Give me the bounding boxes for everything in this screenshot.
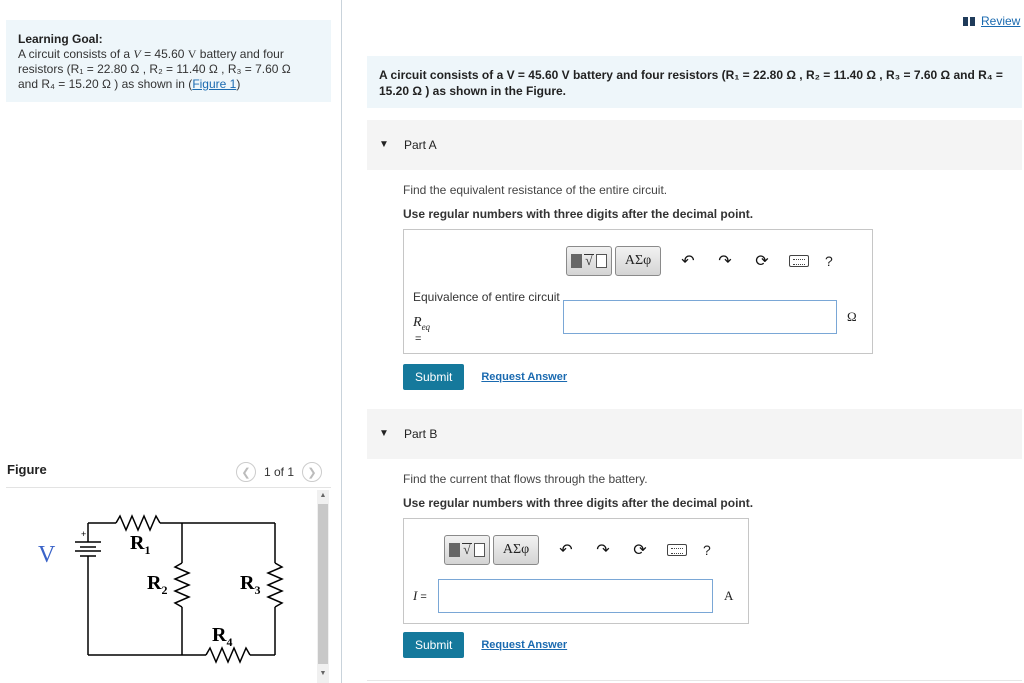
- goal-var-v: V: [133, 47, 141, 61]
- r2-label: $R_2$: [147, 572, 168, 597]
- chevron-right-icon[interactable]: ❯: [302, 462, 322, 482]
- chevron-left-icon[interactable]: ❮: [236, 462, 256, 482]
- goal-text: A circuit consists of a: [18, 47, 134, 61]
- part-a-equals: =: [415, 333, 422, 345]
- figure-count: 1 of 1: [264, 465, 295, 479]
- scroll-up-icon[interactable]: ▲: [319, 492, 327, 499]
- templates-button[interactable]: √: [566, 246, 612, 276]
- part-b-answer-input[interactable]: [438, 579, 713, 613]
- keyboard-icon[interactable]: [667, 544, 687, 556]
- divider: [6, 487, 331, 488]
- r4-label: $R_4$: [212, 624, 233, 649]
- caret-down-icon: ▼: [379, 139, 389, 150]
- part-a-field-label: Equivalence of entire circuit: [413, 290, 560, 304]
- part-a-instruction: Find the equivalent resistance of the entire circuit.: [403, 183, 668, 197]
- problem-intro: [367, 56, 1022, 108]
- part-a-answer-box: [403, 229, 873, 354]
- figure-label: Figure: [7, 462, 47, 477]
- goal-unit: V: [187, 47, 197, 61]
- review-link[interactable]: [963, 14, 1020, 28]
- undo-icon[interactable]: ↶: [681, 253, 695, 270]
- reset-icon[interactable]: ⟳: [633, 542, 647, 559]
- pane-divider[interactable]: [341, 0, 342, 683]
- redo-icon[interactable]: ↷: [718, 253, 732, 270]
- goal-text: battery and four: [196, 47, 284, 61]
- part-b-answer-box: [403, 518, 749, 624]
- redo-icon[interactable]: ↷: [596, 542, 610, 559]
- part-a-actions: [403, 364, 567, 390]
- goal-text: and: [18, 77, 42, 91]
- intro-line2: 15.20 Ω ) as shown in the Figure.: [379, 84, 566, 98]
- greek-symbols-button[interactable]: ΑΣφ: [493, 535, 539, 565]
- goal-r4: R₄ = 15.20 Ω: [41, 77, 111, 91]
- r1-label: $R_1$: [130, 532, 151, 557]
- learning-goal-line2: [18, 62, 319, 77]
- part-b-header[interactable]: [367, 409, 1022, 459]
- figure-scrollbar[interactable]: [317, 490, 329, 683]
- part-a-header[interactable]: [367, 120, 1022, 170]
- part-a-answer-input[interactable]: [563, 300, 837, 334]
- battery-label: V: [38, 542, 56, 568]
- learning-goal-title: Learning Goal:: [18, 32, 103, 46]
- goal-text: ) as shown in (: [110, 77, 193, 91]
- learning-goal-line3: [18, 77, 319, 92]
- part-b-toolbar: [444, 534, 711, 566]
- part-b-submit-button[interactable]: Submit: [403, 632, 464, 658]
- figure-nav: [236, 462, 322, 482]
- part-a-unit: Ω: [847, 309, 857, 324]
- review-label: Review: [981, 14, 1021, 28]
- undo-icon[interactable]: ↶: [559, 542, 573, 559]
- part-b-title: Part B: [404, 427, 438, 441]
- divider: [367, 680, 1022, 681]
- goal-text: ): [236, 77, 241, 91]
- part-a-toolbar: [566, 245, 833, 277]
- part-b-instruction: Find the current that flows through the battery.: [403, 472, 648, 486]
- learning-goal-line1: [18, 47, 319, 62]
- circuit-figure: [30, 505, 315, 665]
- goal-text: = 45.60: [140, 47, 188, 61]
- learning-goal-box: [6, 20, 331, 102]
- part-a-title: Part A: [404, 138, 437, 152]
- part-b-request-answer-link[interactable]: Request Answer: [481, 639, 568, 651]
- part-b-actions: [403, 632, 567, 658]
- reset-icon[interactable]: ⟳: [755, 253, 769, 270]
- part-a-request-answer-link[interactable]: Request Answer: [481, 371, 568, 383]
- keyboard-icon[interactable]: [789, 255, 809, 267]
- help-icon[interactable]: ?: [703, 542, 711, 558]
- figure-link[interactable]: Figure 1: [192, 77, 237, 91]
- part-a-variable: $R_{eq}$: [413, 315, 431, 332]
- review-icon: [963, 17, 975, 26]
- part-a-submit-button[interactable]: Submit: [403, 364, 464, 390]
- help-icon[interactable]: ?: [825, 253, 833, 269]
- goal-text: resistors (: [18, 62, 71, 76]
- scroll-down-icon[interactable]: ▼: [319, 670, 327, 677]
- goal-resistors: R₁ = 22.80 Ω , R₂ = 11.40 Ω , R₃ = 7.60 Ω: [70, 62, 291, 76]
- caret-down-icon: ▼: [379, 428, 389, 439]
- part-b-variable: I =: [413, 588, 427, 603]
- part-a-instruction-bold: Use regular numbers with three digits after the decimal point.: [403, 207, 754, 221]
- r3-label: $R_3$: [240, 572, 261, 597]
- greek-symbols-button[interactable]: ΑΣφ: [615, 246, 661, 276]
- intro-line1: A circuit consists of a V = 45.60 V battery and four resistors (R₁ = 22.80 Ω , R₂ = 11.40 Ω , R₃ = 7.60 Ω and R₄ =: [379, 68, 1003, 82]
- scrollbar-thumb[interactable]: [318, 504, 328, 664]
- battery-plus: +: [81, 529, 87, 539]
- part-b-unit: A: [724, 588, 734, 603]
- templates-button[interactable]: √: [444, 535, 490, 565]
- part-b-instruction-bold: Use regular numbers with three digits after the decimal point.: [403, 496, 754, 510]
